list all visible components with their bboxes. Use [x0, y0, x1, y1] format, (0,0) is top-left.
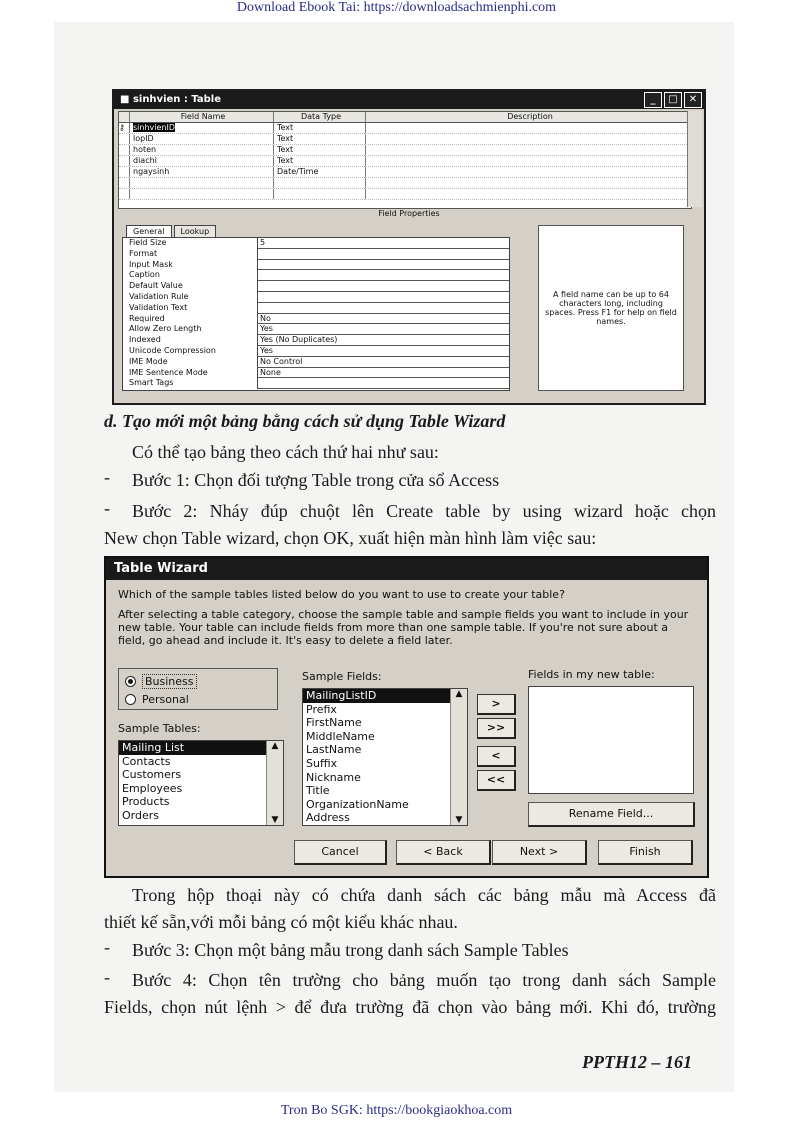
property-value[interactable]: [257, 260, 509, 271]
property-value[interactable]: Yes: [257, 346, 509, 357]
step-2-line-1: Bước 2: Nháy đúp chuột lên Create table by using wizard hoặc chọn: [132, 501, 716, 521]
bullet-dash: -: [104, 467, 110, 487]
header-link[interactable]: Download Ebook Tai: https://downloadsachmienphi.com: [236, 0, 557, 15]
bullet-dash: -: [104, 937, 110, 957]
col-data-type: Data Type: [274, 112, 366, 122]
property-row[interactable]: [123, 314, 509, 325]
field-name-cell[interactable]: diachi: [130, 156, 274, 166]
property-row[interactable]: [123, 281, 509, 292]
property-name: Validation Rule: [129, 291, 189, 301]
wizard-description: After selecting a table category, choose the sample table and sample fields you want to include in your new table. Your table can include fields from more than one sample table. If you're not sure about a field, go ahead and include it. It's easy to delete a field later.: [118, 608, 689, 647]
description-cell[interactable]: [366, 167, 691, 177]
list-item[interactable]: Products: [122, 795, 170, 809]
back-button[interactable]: < Back: [396, 840, 491, 865]
list-item[interactable]: FirstName: [306, 716, 362, 730]
list-item[interactable]: Mailing List: [119, 741, 283, 755]
table-window-title: sinhvien : Table: [132, 94, 222, 105]
property-name: Validation Text: [129, 302, 188, 312]
new-fields-list[interactable]: [528, 686, 694, 794]
property-tabs: [126, 225, 218, 237]
field-name-cell[interactable]: lopID: [130, 134, 274, 144]
list-item[interactable]: LastName: [306, 743, 362, 757]
bullet-dash: -: [104, 498, 110, 518]
sample-tables-list[interactable]: [118, 740, 284, 826]
data-type-cell[interactable]: Date/Time: [274, 167, 366, 177]
property-name: Allow Zero Length: [129, 324, 202, 334]
property-row[interactable]: [123, 249, 509, 260]
list-item[interactable]: Nickname: [306, 770, 361, 784]
property-value[interactable]: [257, 249, 509, 260]
category-group: [118, 668, 278, 710]
list-item[interactable]: Prefix: [306, 702, 337, 716]
field-row[interactable]: [119, 156, 691, 167]
property-value[interactable]: No: [257, 314, 509, 325]
close-icon[interactable]: ✕: [684, 92, 702, 108]
list-item[interactable]: MiddleName: [306, 729, 375, 743]
property-name: Unicode Compression: [129, 345, 216, 355]
list-item[interactable]: Customers: [122, 768, 182, 782]
col-field-name: Field Name: [130, 112, 274, 122]
data-type-cell[interactable]: Text: [274, 145, 366, 155]
field-hint: A field name can be up to 64 characters long, including spaces. Press F1 for help on field names.: [538, 225, 684, 391]
property-row[interactable]: [123, 335, 509, 346]
next-button[interactable]: Next >: [492, 840, 587, 865]
property-value[interactable]: [257, 281, 509, 292]
description-cell[interactable]: [366, 134, 691, 144]
property-sheet: [122, 237, 510, 391]
radio-business-label: Business: [142, 674, 197, 689]
property-row[interactable]: [123, 346, 509, 357]
scroll-up-icon[interactable]: ▲: [455, 689, 463, 699]
step-3: Bước 3: Chọn một bảng mẫu trong danh sách Sample Tables: [132, 940, 569, 960]
property-value[interactable]: Yes: [257, 324, 509, 335]
table-design-window: [112, 89, 706, 405]
property-row[interactable]: [123, 238, 509, 249]
tab-lookup[interactable]: Lookup: [174, 225, 217, 237]
description-cell[interactable]: [366, 145, 691, 155]
step-2-line-2: New chọn Table wizard, chọn OK, xuất hiện màn hình làm việc sau:: [104, 528, 597, 548]
col-description: Description: [507, 112, 553, 121]
add-all-fields-button[interactable]: >>: [477, 718, 516, 739]
new-fields-label: Fields in my new table:: [528, 668, 655, 681]
paragraph-2-line-2: thiết kế sẵn,với mỗi bảng có một kiểu khác nhau.: [104, 912, 458, 932]
radio-unselected-icon: [125, 694, 136, 705]
add-field-button[interactable]: >: [477, 694, 516, 715]
property-name: Caption: [129, 270, 160, 280]
list-item[interactable]: Suffix: [306, 756, 338, 770]
property-value[interactable]: [257, 292, 509, 303]
data-type-cell[interactable]: Text: [274, 134, 366, 144]
scroll-down-icon[interactable]: ▼: [271, 815, 279, 825]
field-name-cell[interactable]: ngaysinh: [130, 167, 274, 177]
page-folio: PPTH12 – 161: [582, 1052, 692, 1072]
property-row[interactable]: [123, 357, 509, 368]
field-row[interactable]: [119, 123, 691, 134]
remove-all-fields-button[interactable]: <<: [477, 770, 516, 791]
radio-personal[interactable]: [125, 693, 189, 706]
property-name: Indexed: [129, 335, 161, 345]
property-row[interactable]: [123, 303, 509, 314]
footer-link[interactable]: Tron Bo SGK: https://bookgiaokhoa.com: [280, 1103, 513, 1118]
property-name: Default Value: [129, 281, 183, 291]
finish-button[interactable]: Finish: [598, 840, 693, 865]
section-heading: d. Tạo mới một bảng bằng cách sử dụng Table Wizard: [104, 411, 506, 431]
step-1: Bước 1: Chọn đối tượng Table trong cửa sổ Access: [132, 470, 500, 490]
list-item[interactable]: Orders: [122, 808, 159, 822]
step-4-line-2: Fields, chọn nút lệnh > để đưa trường đã chọn vào bảng mới. Khi đó, trường: [104, 997, 716, 1017]
tab-general[interactable]: General: [126, 225, 172, 237]
paragraph: Có thể tạo bảng theo cách thứ hai như sau:: [132, 442, 439, 462]
wizard-question: Which of the sample tables listed below do you want to use to create your table?: [118, 588, 565, 601]
paragraph-2-line-1: Trong hộp thoại này có chứa danh sách các bảng mẫu mà Access đã: [132, 885, 716, 905]
field-row[interactable]: [119, 145, 691, 156]
property-value[interactable]: Yes (No Duplicates): [257, 335, 509, 346]
radio-personal-label: Personal: [142, 693, 189, 706]
field-grid: [118, 111, 692, 209]
field-row-empty[interactable]: [119, 178, 691, 189]
property-name: IME Sentence Mode: [129, 367, 208, 377]
bullet-dash: -: [104, 967, 110, 987]
primary-key-icon: ⚷: [119, 123, 130, 133]
description-cell[interactable]: [366, 156, 691, 166]
field-row[interactable]: [119, 134, 691, 145]
table-window-titlebar: [114, 91, 704, 109]
list-item[interactable]: Contacts: [122, 754, 171, 768]
field-name-cell[interactable]: sinhvienID: [133, 123, 175, 132]
property-row[interactable]: [123, 270, 509, 281]
field-row-empty[interactable]: [119, 189, 691, 200]
data-type-cell[interactable]: Text: [274, 156, 366, 166]
property-row[interactable]: [123, 260, 509, 271]
property-value[interactable]: No Control: [257, 357, 509, 368]
property-name: Field Size: [129, 238, 167, 247]
wizard-title: Table Wizard: [106, 558, 707, 580]
remove-field-button[interactable]: <: [477, 746, 516, 767]
property-value[interactable]: 5: [257, 238, 509, 249]
table-icon: ■: [120, 94, 133, 105]
field-properties-label: Field Properties: [378, 209, 440, 218]
property-value[interactable]: None: [257, 368, 509, 379]
property-name: Required: [129, 313, 165, 323]
list-item[interactable]: Title: [306, 784, 330, 798]
grid-scrollbar[interactable]: [687, 111, 702, 207]
sample-fields-list[interactable]: [302, 688, 468, 826]
scroll-up-icon[interactable]: ▲: [271, 741, 279, 751]
radio-business[interactable]: [125, 674, 197, 689]
field-name-cell[interactable]: hoten: [130, 145, 274, 155]
list-item[interactable]: MailingListID: [303, 689, 467, 703]
row-selector-header: [119, 112, 130, 122]
scroll-down-icon[interactable]: ▼: [455, 815, 463, 825]
list-scrollbar[interactable]: [450, 689, 467, 825]
sample-fields-label: Sample Fields:: [302, 670, 382, 683]
maximize-icon[interactable]: □: [664, 92, 682, 108]
property-name: Input Mask: [129, 259, 173, 269]
radio-selected-icon: [125, 676, 136, 687]
step-4-line-1: Bước 4: Chọn tên trường cho bảng muốn tạo trong danh sách Sample: [132, 970, 716, 990]
list-item[interactable]: OrganizationName: [306, 797, 409, 811]
property-name: Format: [129, 248, 158, 258]
rename-field-button[interactable]: Rename Field...: [528, 802, 695, 827]
property-row[interactable]: [123, 368, 509, 379]
property-name: Smart Tags: [129, 378, 174, 388]
list-item[interactable]: Employees: [122, 781, 183, 795]
table-wizard-dialog: [104, 556, 709, 878]
property-name: IME Mode: [129, 356, 168, 366]
property-row[interactable]: [123, 292, 509, 303]
description-cell[interactable]: [366, 123, 691, 133]
sample-tables-label: Sample Tables:: [118, 722, 201, 735]
cancel-button[interactable]: Cancel: [294, 840, 387, 865]
field-row[interactable]: [119, 167, 691, 178]
property-row[interactable]: [123, 324, 509, 335]
property-row[interactable]: [123, 378, 509, 389]
grid-header: [119, 112, 691, 123]
data-type-cell[interactable]: Text: [274, 123, 366, 133]
minimize-icon[interactable]: _: [644, 92, 662, 108]
property-value[interactable]: [257, 270, 509, 281]
property-value[interactable]: [257, 378, 509, 389]
list-scrollbar[interactable]: [266, 741, 283, 825]
property-value[interactable]: [257, 303, 509, 314]
list-item[interactable]: Address: [306, 811, 350, 825]
